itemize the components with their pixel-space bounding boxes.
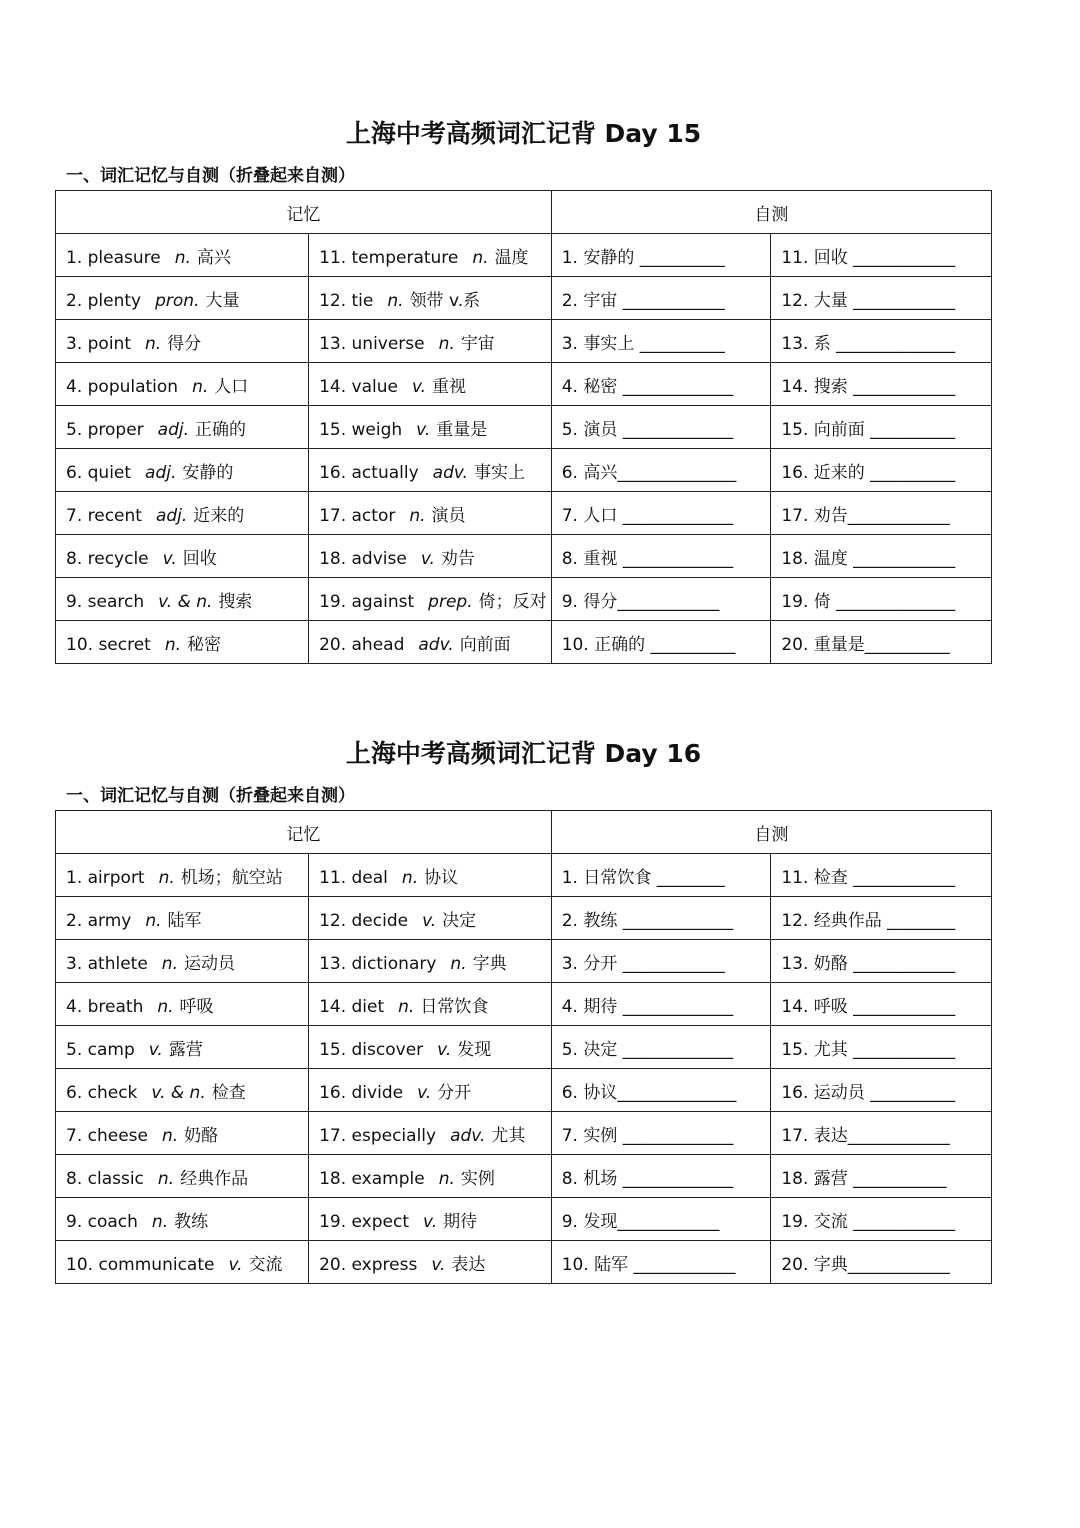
vocab-word: 1. pleasure xyxy=(66,247,161,268)
table-row xyxy=(56,535,992,578)
self-test-cell: 2. 教练 _____________ xyxy=(551,897,771,940)
vocab-word: 19. expect xyxy=(319,1211,410,1232)
memory-cell xyxy=(309,578,552,621)
self-test-cell: 4. 秘密 _____________ xyxy=(551,363,771,406)
self-test-cell: 1. 安静的 __________ xyxy=(551,234,771,277)
part-of-speech: n. xyxy=(144,333,162,354)
memory-cell xyxy=(309,854,552,897)
table-row xyxy=(56,492,992,535)
part-of-speech: adv. xyxy=(432,462,468,483)
self-test-cell: 11. 回收 ____________ xyxy=(771,234,992,277)
word-meaning: 决定 xyxy=(442,910,477,931)
part-of-speech: v. xyxy=(228,1254,243,1275)
memory-cell xyxy=(56,277,309,320)
vocab-word: 10. secret xyxy=(66,634,151,655)
vocab-word: 7. cheese xyxy=(66,1125,148,1146)
vocab-word: 19. against xyxy=(319,591,415,612)
memory-cell xyxy=(309,535,552,578)
self-test-cell: 12. 经典作品 ________ xyxy=(771,897,992,940)
part-of-speech: adv. xyxy=(418,634,454,655)
part-of-speech: adj. xyxy=(155,505,188,526)
self-test-cell: 11. 检查 ____________ xyxy=(771,854,992,897)
memory-cell xyxy=(56,320,309,363)
word-meaning: 实例 xyxy=(460,1168,495,1189)
part-of-speech: v. xyxy=(416,419,431,440)
self-test-cell: 6. 协议______________ xyxy=(551,1069,771,1112)
self-test-cell: 2. 宇宙 ____________ xyxy=(551,277,771,320)
word-meaning: 近来的 xyxy=(193,505,245,526)
word-meaning: 正确的 xyxy=(195,419,247,440)
word-meaning: 表达 xyxy=(451,1254,486,1275)
memory-cell xyxy=(309,983,552,1026)
table-row xyxy=(56,320,992,363)
self-test-cell: 15. 尤其 ____________ xyxy=(771,1026,992,1069)
part-of-speech: n. xyxy=(174,247,191,268)
word-meaning: 协议 xyxy=(424,867,459,888)
word-meaning: 发现 xyxy=(457,1039,492,1060)
vocab-word: 12. decide xyxy=(319,910,409,931)
vocab-word: 17. especially xyxy=(319,1125,437,1146)
self-test-cell: 18. 露营 ___________ xyxy=(771,1155,992,1198)
self-test-cell: 9. 得分____________ xyxy=(551,578,771,621)
table-row xyxy=(56,1198,992,1241)
section-subtitle: 一、词汇记忆与自测（折叠起来自测） xyxy=(66,166,355,186)
word-meaning: 陆军 xyxy=(167,910,202,931)
part-of-speech: v. & n. xyxy=(158,591,213,612)
vocab-word: 18. example xyxy=(319,1168,425,1189)
memory-cell xyxy=(56,621,309,664)
memory-cell xyxy=(56,1026,309,1069)
self-test-cell: 16. 近来的 __________ xyxy=(771,449,992,492)
word-meaning: 分开 xyxy=(437,1082,472,1103)
vocab-word: 16. actually xyxy=(319,462,419,483)
memory-cell xyxy=(309,234,552,277)
part-of-speech: n. xyxy=(157,996,174,1017)
day16-sheet xyxy=(55,737,992,1284)
self-test-cell: 20. 重量是__________ xyxy=(771,621,992,664)
memory-cell xyxy=(309,320,552,363)
vocab-word: 20. ahead xyxy=(319,634,405,655)
table-row xyxy=(56,1155,992,1198)
table-row xyxy=(56,621,992,664)
word-meaning: 劝告 xyxy=(440,548,475,569)
part-of-speech: pron. xyxy=(155,290,200,311)
memory-cell xyxy=(56,535,309,578)
part-of-speech: v. xyxy=(422,910,437,931)
self-test-cell: 7. 实例 _____________ xyxy=(551,1112,771,1155)
vocab-word: 18. advise xyxy=(319,548,407,569)
self-test-cell: 4. 期待 _____________ xyxy=(551,983,771,1026)
self-test-cell: 19. 交流 ____________ xyxy=(771,1198,992,1241)
vocab-table xyxy=(55,810,992,1284)
word-meaning: 字典 xyxy=(472,953,507,974)
part-of-speech: n. xyxy=(145,910,162,931)
word-meaning: 尤其 xyxy=(491,1125,526,1146)
vocab-word: 15. weigh xyxy=(319,419,403,440)
part-of-speech: n. xyxy=(438,333,455,354)
vocab-word: 9. search xyxy=(66,591,145,612)
memory-cell xyxy=(56,406,309,449)
word-meaning: 教练 xyxy=(174,1211,209,1232)
table-row xyxy=(56,578,992,621)
vocab-word: 14. value xyxy=(319,376,398,397)
memory-cell xyxy=(309,1241,552,1284)
table-row xyxy=(56,854,992,897)
part-of-speech: v. & n. xyxy=(151,1082,206,1103)
vocab-word: 14. diet xyxy=(319,996,385,1017)
table-row xyxy=(56,1026,992,1069)
memory-cell xyxy=(309,1026,552,1069)
part-of-speech: n. xyxy=(409,505,426,526)
word-meaning: 倚；反对 xyxy=(478,591,547,612)
vocab-word: 8. recycle xyxy=(66,548,149,569)
self-test-cell: 14. 呼吸 ____________ xyxy=(771,983,992,1026)
vocab-word: 3. athlete xyxy=(66,953,148,974)
memory-cell xyxy=(309,449,552,492)
word-meaning: 重视 xyxy=(432,376,467,397)
part-of-speech: n. xyxy=(161,953,178,974)
word-meaning: 领带 v.系 xyxy=(409,290,481,311)
section-subtitle: 一、词汇记忆与自测（折叠起来自测） xyxy=(66,786,355,806)
vocab-word: 10. communicate xyxy=(66,1254,215,1275)
part-of-speech: v. xyxy=(162,548,177,569)
part-of-speech: n. xyxy=(161,1125,179,1146)
word-meaning: 人口 xyxy=(214,376,249,397)
part-of-speech: adj. xyxy=(157,419,190,440)
memory-cell xyxy=(309,1112,552,1155)
page-title: 上海中考高频词汇记背 Day 15 xyxy=(345,119,702,148)
part-of-speech: v. xyxy=(431,1254,446,1275)
self-test-cell: 15. 向前面 __________ xyxy=(771,406,992,449)
vocab-word: 11. temperature xyxy=(319,247,459,268)
word-meaning: 安静的 xyxy=(182,462,234,483)
self-test-cell: 5. 演员 _____________ xyxy=(551,406,771,449)
memory-cell xyxy=(56,1241,309,1284)
word-meaning: 大量 xyxy=(205,290,240,311)
vocab-word: 12. tie xyxy=(319,290,374,311)
part-of-speech: v. xyxy=(437,1039,452,1060)
table-row xyxy=(56,234,992,277)
part-of-speech: adj. xyxy=(145,462,177,483)
word-meaning: 机场；航空站 xyxy=(180,867,283,888)
table-row xyxy=(56,1112,992,1155)
part-of-speech: n. xyxy=(192,376,209,397)
test-header: 自测 xyxy=(551,811,991,854)
part-of-speech: n. xyxy=(401,867,419,888)
table-row xyxy=(56,1069,992,1112)
table-row xyxy=(56,983,992,1026)
self-test-cell: 13. 系 ______________ xyxy=(771,320,992,363)
self-test-cell: 12. 大量 ____________ xyxy=(771,277,992,320)
memory-cell xyxy=(56,940,309,983)
memory-cell xyxy=(309,1155,552,1198)
word-meaning: 重量是 xyxy=(436,419,488,440)
word-meaning: 回收 xyxy=(182,548,217,569)
part-of-speech: adv. xyxy=(450,1125,486,1146)
part-of-speech: n. xyxy=(151,1211,169,1232)
memory-cell xyxy=(56,234,309,277)
word-meaning: 事实上 xyxy=(473,462,525,483)
memory-cell xyxy=(309,363,552,406)
vocab-word: 11. deal xyxy=(319,867,388,888)
word-meaning: 奶酪 xyxy=(184,1125,219,1146)
memory-cell xyxy=(309,492,552,535)
vocab-word: 16. divide xyxy=(319,1082,404,1103)
word-meaning: 交流 xyxy=(248,1254,283,1275)
self-test-cell: 3. 事实上 __________ xyxy=(551,320,771,363)
table-row xyxy=(56,277,992,320)
page-title: 上海中考高频词汇记背 Day 16 xyxy=(345,739,702,768)
memory-header: 记忆 xyxy=(56,191,552,234)
memory-cell xyxy=(309,1069,552,1112)
part-of-speech: n. xyxy=(472,247,489,268)
word-meaning: 运动员 xyxy=(183,953,235,974)
word-meaning: 秘密 xyxy=(187,634,222,655)
table-row xyxy=(56,1241,992,1284)
memory-cell xyxy=(56,1069,309,1112)
self-test-cell: 6. 高兴______________ xyxy=(551,449,771,492)
memory-cell xyxy=(56,983,309,1026)
part-of-speech: n. xyxy=(387,290,404,311)
day15-sheet xyxy=(55,117,992,664)
part-of-speech: v. xyxy=(411,376,427,397)
vocab-word: 8. classic xyxy=(66,1168,144,1189)
part-of-speech: n. xyxy=(158,867,175,888)
self-test-cell: 19. 倚 ______________ xyxy=(771,578,992,621)
test-header: 自测 xyxy=(551,191,991,234)
self-test-cell: 13. 奶酪 ____________ xyxy=(771,940,992,983)
memory-cell xyxy=(56,449,309,492)
word-meaning: 高兴 xyxy=(196,247,231,268)
self-test-cell: 5. 决定 _____________ xyxy=(551,1026,771,1069)
vocab-word: 5. proper xyxy=(66,419,144,440)
self-test-cell: 20. 字典____________ xyxy=(771,1241,992,1284)
word-meaning: 日常饮食 xyxy=(420,996,489,1017)
memory-cell xyxy=(309,940,552,983)
self-test-cell: 17. 劝告____________ xyxy=(771,492,992,535)
vocab-word: 2. plenty xyxy=(66,290,142,311)
memory-cell xyxy=(56,1155,309,1198)
word-meaning: 温度 xyxy=(494,247,529,268)
self-test-cell: 17. 表达____________ xyxy=(771,1112,992,1155)
memory-cell xyxy=(309,897,552,940)
memory-cell xyxy=(56,363,309,406)
memory-cell xyxy=(56,578,309,621)
memory-cell xyxy=(309,406,552,449)
memory-cell xyxy=(56,1112,309,1155)
part-of-speech: v. xyxy=(148,1039,163,1060)
vocab-word: 15. discover xyxy=(319,1039,424,1060)
part-of-speech: prep. xyxy=(428,591,473,612)
vocab-word: 9. coach xyxy=(66,1211,138,1232)
word-meaning: 宇宙 xyxy=(460,333,495,354)
table-row xyxy=(56,897,992,940)
self-test-cell: 8. 重视 _____________ xyxy=(551,535,771,578)
word-meaning: 演员 xyxy=(431,505,466,526)
word-meaning: 搜索 xyxy=(218,591,253,612)
vocab-word: 6. quiet xyxy=(66,462,132,483)
memory-cell xyxy=(56,492,309,535)
part-of-speech: n. xyxy=(164,634,182,655)
part-of-speech: n. xyxy=(398,996,415,1017)
vocab-word: 4. breath xyxy=(66,996,144,1017)
vocab-word: 3. point xyxy=(66,333,131,354)
word-meaning: 得分 xyxy=(167,333,202,354)
word-meaning: 呼吸 xyxy=(179,996,214,1017)
table-row xyxy=(56,406,992,449)
memory-cell xyxy=(56,1198,309,1241)
word-meaning: 经典作品 xyxy=(180,1168,249,1189)
table-row xyxy=(56,363,992,406)
self-test-cell: 8. 机场 _____________ xyxy=(551,1155,771,1198)
vocab-table xyxy=(55,190,992,664)
memory-cell xyxy=(56,897,309,940)
vocab-word: 20. express xyxy=(319,1254,418,1275)
self-test-cell: 1. 日常饮食 ________ xyxy=(551,854,771,897)
memory-cell xyxy=(309,277,552,320)
part-of-speech: n. xyxy=(157,1168,175,1189)
self-test-cell: 3. 分开 ____________ xyxy=(551,940,771,983)
part-of-speech: v. xyxy=(423,1211,438,1232)
memory-cell xyxy=(309,1198,552,1241)
self-test-cell: 10. 正确的 __________ xyxy=(551,621,771,664)
memory-header: 记忆 xyxy=(56,811,552,854)
part-of-speech: v. xyxy=(417,1082,432,1103)
word-meaning: 向前面 xyxy=(459,634,511,655)
self-test-cell: 9. 发现____________ xyxy=(551,1198,771,1241)
vocab-word: 13. dictionary xyxy=(319,953,437,974)
self-test-cell: 10. 陆军 ____________ xyxy=(551,1241,771,1284)
vocab-word: 17. actor xyxy=(319,505,396,526)
vocab-word: 1. airport xyxy=(66,867,145,888)
vocab-word: 13. universe xyxy=(319,333,425,354)
vocab-word: 2. army xyxy=(66,910,132,931)
word-meaning: 检查 xyxy=(211,1082,246,1103)
self-test-cell: 18. 温度 ____________ xyxy=(771,535,992,578)
self-test-cell: 14. 搜索 ____________ xyxy=(771,363,992,406)
memory-cell xyxy=(56,854,309,897)
word-meaning: 露营 xyxy=(168,1039,203,1060)
part-of-speech: n. xyxy=(438,1168,455,1189)
table-row xyxy=(56,449,992,492)
part-of-speech: v. xyxy=(420,548,435,569)
self-test-cell: 16. 运动员 __________ xyxy=(771,1069,992,1112)
memory-cell xyxy=(309,621,552,664)
vocab-word: 7. recent xyxy=(66,505,142,526)
vocab-word: 6. check xyxy=(66,1082,138,1103)
vocab-word: 4. population xyxy=(66,376,179,397)
self-test-cell: 7. 人口 _____________ xyxy=(551,492,771,535)
part-of-speech: n. xyxy=(450,953,467,974)
word-meaning: 期待 xyxy=(443,1211,478,1232)
table-row xyxy=(56,940,992,983)
vocab-word: 5. camp xyxy=(66,1039,135,1060)
